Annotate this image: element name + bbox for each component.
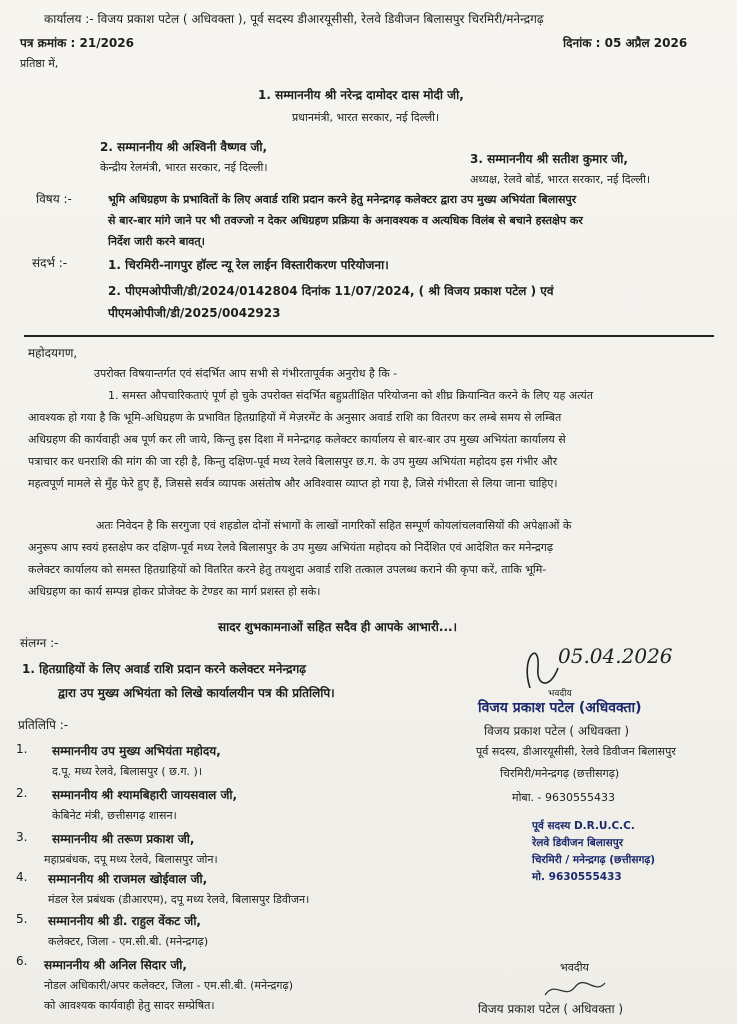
enclosure-line-2: द्वारा उप मुख्य अभियंता को लिखे कार्यालयीन पत्र की प्रतिलिपि। [58,686,335,700]
copy-5-no: 5. [16,912,28,926]
handwritten-date: 05.04.2026 [558,644,673,668]
copy-4-no: 4. [16,870,28,884]
bhavdiya-small: भवदीय [548,689,572,699]
para2-line-3: कलेक्टर कार्यालय को समस्त हितग्राहियों को वितरित करने हेतु तयशुदा अवार्ड राशि तत्काल उपलब्ध कराने की कृपा करें, ताकि भूमि- [28,563,547,576]
stamp-line-2: रेलवे डिवीजन बिलासपुर [532,837,623,849]
copy-2-no: 2. [16,786,28,800]
signatory-name: विजय प्रकाश पटेल ( अधिवक्ता ) [484,724,630,738]
copy-3-name: सम्माननीय श्री तरूण प्रकाश जी, [52,832,195,846]
copy-1-no: 1. [16,742,28,756]
copy-5-name: सम्माननीय श्री डी. राहुल वेंकट जी, [48,914,201,928]
copy-4-name: सम्माननीय श्री राजमल खोईवाल जी, [48,872,208,886]
subject-line-3: निर्देश जारी करने बावत्। [108,235,205,248]
enclosure-line-1: 1. हितग्राहियों के लिए अवार्ड राशि प्रदान करने कलेक्टर मनेन्द्रगढ़ [22,662,307,676]
salutation: महोदयगण, [28,346,78,360]
letterhead-office: कार्यालय :- विजय प्रकाश पटेल ( अधिवक्ता ), पूर्व सदस्य डीआरयूसीसी, रेलवे डिवीजन बिलासपुर चिरमिरी/मनेन्द्रगढ़ [44,12,544,26]
stamp-line-3: चिरमिरी / मनेन्द्रगढ़ (छत्तीसगढ़) [532,854,656,866]
signatory-line-3: चिरमिरी/मनेन्द्रगढ़ (छत्तीसगढ़) [500,767,620,780]
reference-line-2: 2. पीएमओपीजी/डी/2024/0142804 दिनांक 11/07/2024, ( श्री विजय प्रकाश पटेल ) एवं [108,284,554,298]
copies-footer: को आवश्यक कार्यवाही हेतु सादर सम्प्रेषित। [44,999,215,1012]
bhavdiya-bottom: भवदीय [560,961,589,974]
letter-number: पत्र क्रमांक : 21/2026 [20,36,134,50]
copy-1-post: द.पू. मध्य रेलवे, बिलासपुर ( छ.ग. )। [52,765,202,778]
signatory-mobile: मोबा. - 9630555433 [512,791,616,804]
stamp-line-4: मो. 9630555433 [532,871,622,883]
signatory-line-2: पूर्व सदस्य, डीआरयूसीसी, रेलवे डिवीजन बिलासपुर [476,745,676,758]
copy-3-no: 3. [16,830,28,844]
reference-line-3: पीएमओपीजी/डी/2025/0042923 [108,306,281,320]
copy-6-name: सम्माननीय श्री अनिल सिदार जी, [44,958,187,972]
stamp-name: विजय प्रकाश पटेल (अधिवक्ता) [478,700,642,716]
bottom-signatory-name: विजय प्रकाश पटेल ( अधिवक्ता ) [478,1002,624,1016]
addressee-3-name: 3. सम्माननीय श्री सतीश कुमार जी, [470,152,628,166]
copy-1-name: सम्माननीय उप मुख्य अभियंता महोदय, [52,744,221,758]
copy-4-post: मंडल रेल प्रबंधक (डीआरएम), दपू मध्य रेलवे, बिलासपुर डिवीजन। [48,893,310,906]
addressee-3-post: अध्यक्ष, रेलवे बोर्ड, भारत सरकार, नई दिल्ली। [470,173,651,186]
reference-line-1: 1. चिरमिरी-नागपुर हॉल्ट न्यू रेल लाईन विस्तारीकरण परियोजना। [108,258,389,272]
copy-5-post: कलेक्टर, जिला - एम.सी.बी. (मनेन्द्रगढ़) [48,935,209,948]
official-stamp [532,818,655,886]
copy-2-post: केबिनेट मंत्री, छत्तीसगढ़ शासन। [52,809,177,822]
para2-line-2: अनुरूप आप स्वयं हस्तक्षेप कर दक्षिण-पूर्व मध्य रेलवे बिलासपुर के उप मुख्य अभियंता महोदय को निर्देशित एवं आदेशित कर मनेन्द्रगढ़ [28,541,554,554]
letter-date: दिनांक : 05 अप्रैल 2026 [563,36,688,50]
para1-line-3: अधिग्रहण की कार्यवाही अब पूर्ण कर ली जाये, किन्तु इस दिशा में मनेन्द्रगढ़ कलेक्टर कार्यालय से बार-बार उप मुख्य अभियंता कार्यालय से [28,433,566,446]
body-intro: उपरोक्त विषयान्तर्गत एवं संदर्भित आप सभी से गंभीरतापूर्वक अनुरोध है कि - [94,367,398,380]
copy-6-post: नोडल अधिकारी/अपर कलेक्टर, जिला - एम.सी.बी. (मनेन्द्रगढ़) [44,979,293,992]
addressee-1-post: प्रधानमंत्री, भारत सरकार, नई दिल्ली। [292,111,440,124]
copies-label: प्रतिलिपि :- [18,718,69,732]
copy-2-name: सम्माननीय श्री श्यामबिहारी जायसवाल जी, [52,788,238,802]
para1-line-2: आवश्यक हो गया है कि भूमि-अधिग्रहण के प्रभावित हितग्राहियों में मेज़रमेंट के अनुसार अवार्ड राशि का वितरण कर लम्बे समय से लम्बित [28,411,562,424]
addressee-2-name: 2. सम्माननीय श्री अश्विनी वैष्णव जी, [100,140,268,154]
para2-line-4: अधिग्रहण का कार्य सम्पन्न होकर प्रोजेक्ट के टेण्डर का मार्ग प्रशस्त हो सके। [28,585,321,598]
copy-3-post: महाप्रबंधक, दपू मध्य रेलवे, बिलासपुर जोन। [44,853,218,866]
subject-label: विषय :- [36,192,72,206]
reference-label: संदर्भ :- [32,256,68,270]
pratishtha-label: प्रतिष्ठा में, [20,57,59,70]
para2-line-1: अतः निवेदन है कि सरगुजा एवं शहडोल दोनों संभागों के लाखों नागरिकों सहित सम्पूर्ण कोयलांचलवासियों की अपेक्षाओं के [96,519,572,532]
divider-line [24,335,714,337]
copy-6-no: 6. [16,954,28,968]
addressee-1-name: 1. सम्माननीय श्री नरेन्द्र दामोदर दास मोदी जी, [258,88,464,102]
stamp-line-1: पूर्व सदस्य D.R.U.C.C. [532,820,635,832]
para1-line-1: 1. समस्त औपचारिकताएं पूर्ण हो चुके उपरोक्त संदर्भित बहुप्रतीक्षित परियोजना को शीघ्र क्रियान्वित करने के लिए यह अत्यंत [108,389,594,402]
para1-line-4: पत्राचार कर धनराशि की मांग की जा रही है, किन्तु दक्षिण-पूर्व मध्य रेलवे बिलासपुर छ.ग. के उप मुख्य अभियंता महोदय इस गंभीर और [28,455,558,468]
subject-line-1: भूमि अधिग्रहण के प्रभावितों के लिए अवार्ड राशि प्रदान करने हेतु मनेन्द्रगढ़ कलेक्टर द्वारा उप मुख्य अभियंता बिलासपुर [108,193,577,206]
para1-line-5: महत्वपूर्ण मामले से मुँह फेरे हुए हैं, जिससे सर्वत्र व्यापक असंतोष और अविश्वास व्याप्त हो गया है, जिसे गंभीरता से लिया जाना चाहिए। [28,477,558,490]
enclosure-label: संलग्न :- [20,636,59,650]
addressee-2-post: केन्द्रीय रेलमंत्री, भारत सरकार, नई दिल्ली। [100,161,268,174]
closing-line: सादर शुभकामनाओं सहित सदैव ही आपके आभारी...। [218,620,458,634]
subject-line-2: से बार-बार मांगे जाने पर भी तवज्जो न देकर अधिग्रहण प्रक्रिया के अनावश्यक व अत्यधिक विलंब से बचाने हस्तक्षेप कर [108,214,583,227]
